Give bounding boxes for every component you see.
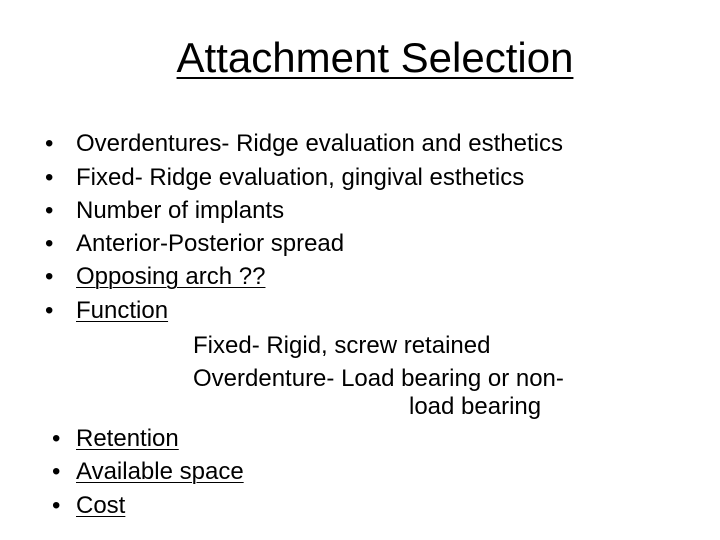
bullet-fixed: Fixed- Ridge evaluation, gingival esthetics [76,164,525,191]
bullet-marker: • [45,197,54,224]
bullet-marker: • [45,230,54,257]
bullet-overdentures: Overdentures- Ridge evaluation and esthetics [76,130,563,157]
bullet-number-of-implants: Number of implants [76,197,285,224]
function-overdenture-detail: Overdenture- Load bearing or non- [193,365,564,392]
bullet-marker: • [52,458,61,485]
bullet-marker: • [52,425,61,452]
function-overdenture-detail-cont: load bearing [409,393,542,420]
bullet-cost: Cost [76,492,126,519]
bullet-ap-spread: Anterior-Posterior spread [76,230,345,257]
bullet-function: Function [76,297,169,324]
bullet-available-space: Available space [76,458,244,485]
bullet-opposing-arch: Opposing arch ?? [76,263,266,290]
bullet-retention: Retention [76,425,179,452]
bullet-marker: • [45,130,54,157]
bullet-marker: • [45,164,54,191]
bullet-marker: • [45,263,54,290]
bullet-marker: • [45,297,54,324]
slide-title: Attachment Selection [176,34,574,81]
bullet-marker: • [52,492,61,519]
function-fixed-detail: Fixed- Rigid, screw retained [193,332,491,359]
